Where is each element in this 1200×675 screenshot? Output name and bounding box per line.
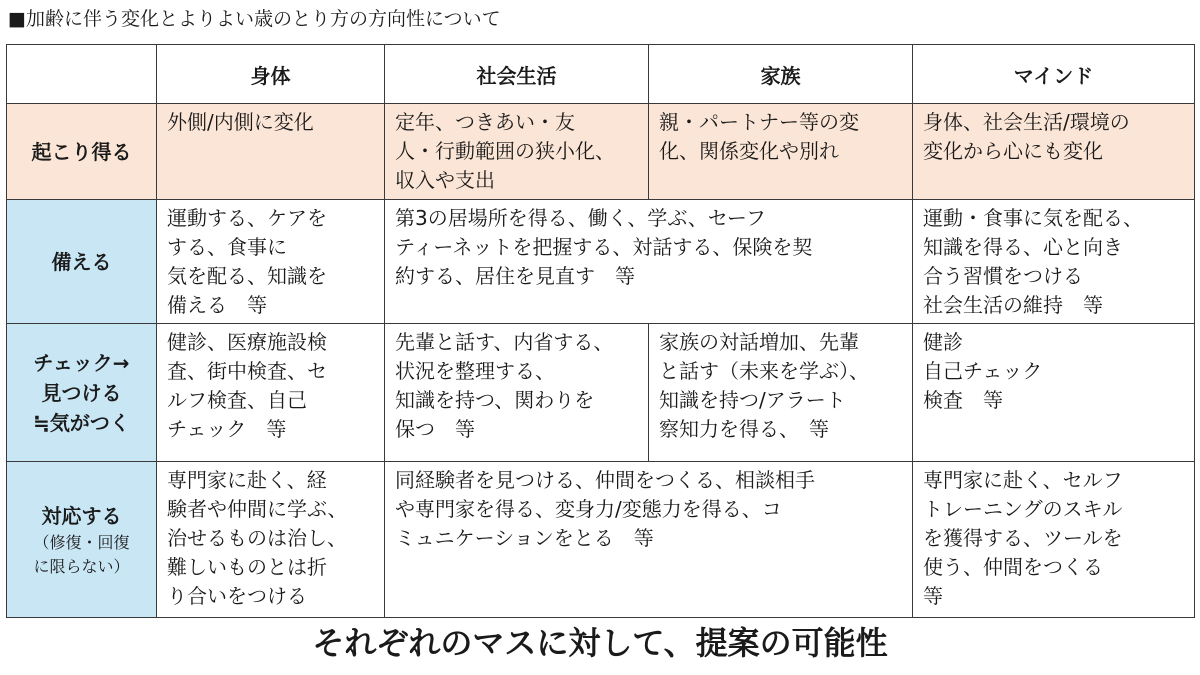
- column-header-mind: マインド: [913, 45, 1195, 104]
- cell-occur-social: 定年、つきあい・友 人・行動範囲の狭小化、 収入や支出: [385, 104, 649, 200]
- column-header-body: 身体: [157, 45, 385, 104]
- cell-occur-mind: 身体、社会生活/環境の 変化から心にも変化: [913, 104, 1195, 200]
- row-header-check: チェック→ 見つける ≒気がつく: [7, 324, 157, 462]
- cell-check-family: 家族の対話増加、先輩 と話す（未来を学ぶ）、 知識を持つ/アラート 察知力を得る、 等: [649, 324, 913, 462]
- cell-respond-social-family: 同経験者を見つける、仲間をつくる、相談相手 や専門家を得る、変身力/変態力を得る、コ ミュニケーションをとる 等: [385, 462, 913, 618]
- cell-respond-body: 専門家に赴く、経 験者や仲間に学ぶ、 治せるものは治し、 難しいものとは折 り合いをつける: [157, 462, 385, 618]
- column-header-social: 社会生活: [385, 45, 649, 104]
- slide-caption: ■加齢に伴う変化とよりよい歳のとり方の方向性について: [8, 8, 501, 30]
- cell-prepare-mind: 運動・食事に気を配る、 知識を得る、心と向き 合う習慣をつける 社会生活の維持 等: [913, 200, 1195, 324]
- row-prepare: [7, 200, 1195, 324]
- cell-respond-mind: 専門家に赴く、セルフ トレーニングのスキル を獲得する、ツールを 使う、仲間をつくる 等: [913, 462, 1195, 618]
- cell-occur-family: 親・パートナー等の変 化、関係変化や別れ: [649, 104, 913, 200]
- row-check: [7, 324, 1195, 462]
- corner-cell: [7, 45, 157, 104]
- footer-message: それぞれのマスに対して、提案の可能性: [312, 624, 888, 662]
- row-header-respond-label: 対応する: [41, 503, 122, 528]
- row-respond: [7, 462, 1195, 618]
- cell-occur-body: 外側/内側に変化: [157, 104, 385, 200]
- column-header-family: 家族: [649, 45, 913, 104]
- cell-check-social: 先輩と話す、内省する、 状況を整理する、 知識を持つ、関わりを 保つ 等: [385, 324, 649, 462]
- aging-matrix-table: [6, 44, 1195, 618]
- row-header-prepare: 備える: [7, 200, 157, 324]
- row-header-respond: [7, 462, 157, 618]
- row-header-occur: 起こり得る: [7, 104, 157, 200]
- row-occur: [7, 104, 1195, 200]
- cell-prepare-body: 運動する、ケアを する、食事に 気を配る、知識を 備える 等: [157, 200, 385, 324]
- header-row: [7, 45, 1195, 104]
- cell-check-mind: 健診 自己チェック 検査 等: [913, 324, 1195, 462]
- cell-check-body: 健診、医療施設検 査、街中検査、セ ルフ検査、自己 チェック 等: [157, 324, 385, 462]
- cell-prepare-social-family: 第3の居場所を得る、働く、学ぶ、セーフ ティーネットを把握する、対話する、保険を契 約する、居住を見直す 等: [385, 200, 913, 324]
- row-header-respond-sublabel: （修復・回復 に限らない）: [33, 532, 130, 576]
